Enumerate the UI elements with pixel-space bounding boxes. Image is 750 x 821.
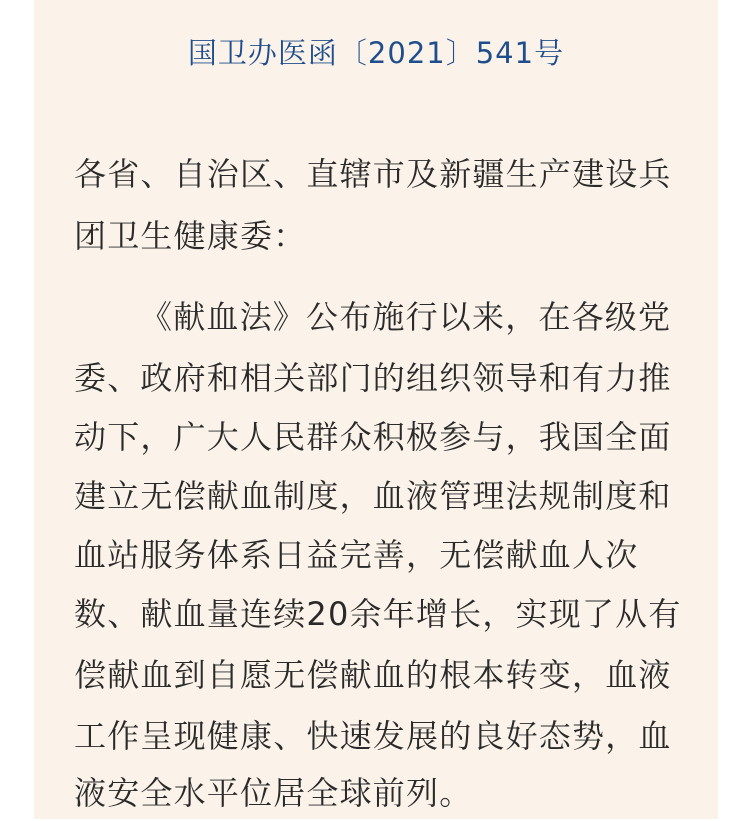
- salutation-line: 团卫生健康委：: [74, 217, 307, 255]
- body-line: 数、献血量连续20余年增长，实现了从有: [74, 595, 682, 633]
- body-line: 委、政府和相关部门的组织领导和有力推: [74, 359, 672, 397]
- body-line: 偿献血到自愿无偿献血的根本转变，血液: [74, 656, 672, 694]
- body-line: 《献血法》公布施行以来，在各级党: [140, 298, 672, 336]
- body-line: 建立无偿献血制度，血液管理法规制度和: [74, 477, 672, 515]
- body-line: 动下，广大人民群众积极参与，我国全面: [74, 418, 672, 456]
- document-page: [34, 0, 718, 819]
- salutation-line: 各省、自治区、直辖市及新疆生产建设兵: [74, 155, 672, 193]
- body-line: 工作呈现健康、快速发展的良好态势，血: [74, 717, 672, 755]
- document-number: 国卫办医函〔2021〕541号: [187, 36, 565, 70]
- body-line: 血站服务体系日益完善，无偿献血人次: [74, 536, 639, 574]
- body-line: 液安全水平位居全球前列。: [74, 774, 473, 812]
